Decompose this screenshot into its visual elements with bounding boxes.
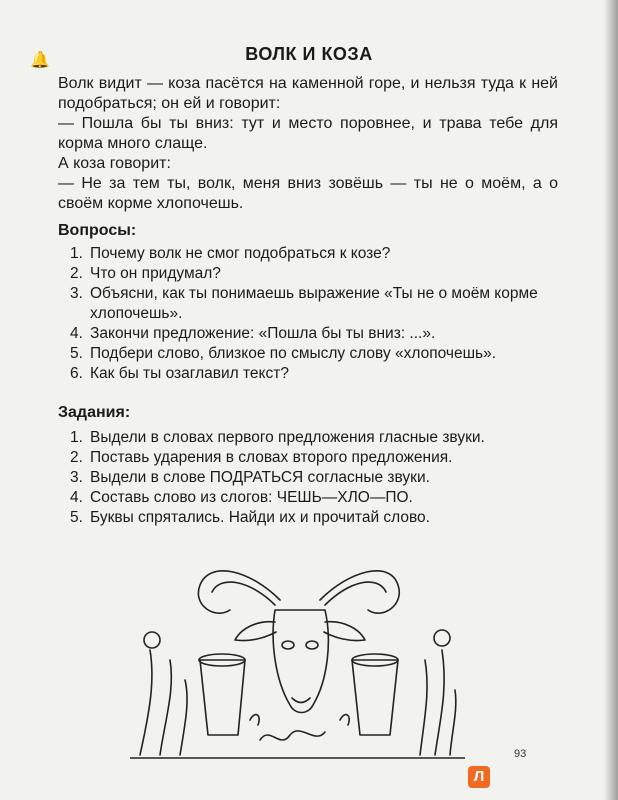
tasks-list xyxy=(70,428,560,528)
goat-illustration xyxy=(130,540,465,760)
list-item: 1. Выдели в словах первого предложения гласные звуки. xyxy=(70,429,485,446)
list-item: 4. Составь слово из слогов: ЧЕШЬ—ХЛО—ПО. xyxy=(70,489,413,506)
story-paragraph: Волк видит — коза пасётся на каменной горе, и нельзя туда к ней подобраться; он ей и говорит: xyxy=(58,75,558,112)
list-item: 2. Что он придумал? xyxy=(70,265,221,282)
tasks-heading: Задания: xyxy=(58,404,131,421)
list-item: 5. Буквы спрятались. Найди их и прочитай слово. xyxy=(70,509,430,526)
list-item: 4. Закончи предложение: «Пошла бы ты вниз: ...». xyxy=(70,325,436,342)
questions-list xyxy=(70,244,560,384)
list-item: 5. Подбери слово, близкое по смыслу слову «хлопочешь». xyxy=(70,345,497,362)
list-item: 3. Выдели в слове ПОДРАТЬСЯ согласные звуки. xyxy=(70,469,430,486)
page-edge-shadow xyxy=(604,0,618,800)
story-text xyxy=(58,74,558,214)
list-item: 1. Почему волк не смог подобраться к козе? xyxy=(70,245,391,262)
questions-heading: Вопросы: xyxy=(58,222,137,239)
story-paragraph: — Пошла бы ты вниз: тут и место поровнее, и трава тебе для корма много слаще. xyxy=(58,115,558,152)
story-paragraph: А коза говорит: xyxy=(58,155,171,172)
list-item: 6. Как бы ты озаглавил текст? xyxy=(70,365,289,382)
page-number: 93 xyxy=(514,748,527,760)
story-paragraph: — Не за тем ты, волк, меня вниз зовёшь — ты не о моём, а о своём корме хлопочешь. xyxy=(58,175,558,212)
bell-icon: 🔔 xyxy=(30,52,50,69)
page-title: ВОЛК И КОЗА xyxy=(245,44,373,64)
list-item: 2. Поставь ударения в словах второго предложения. xyxy=(70,449,453,466)
publisher-logo: Л xyxy=(468,766,490,788)
list-item: 3. Объясни, как ты понимаешь выражение «Ты не о моём корме хлопочешь». xyxy=(70,285,538,322)
